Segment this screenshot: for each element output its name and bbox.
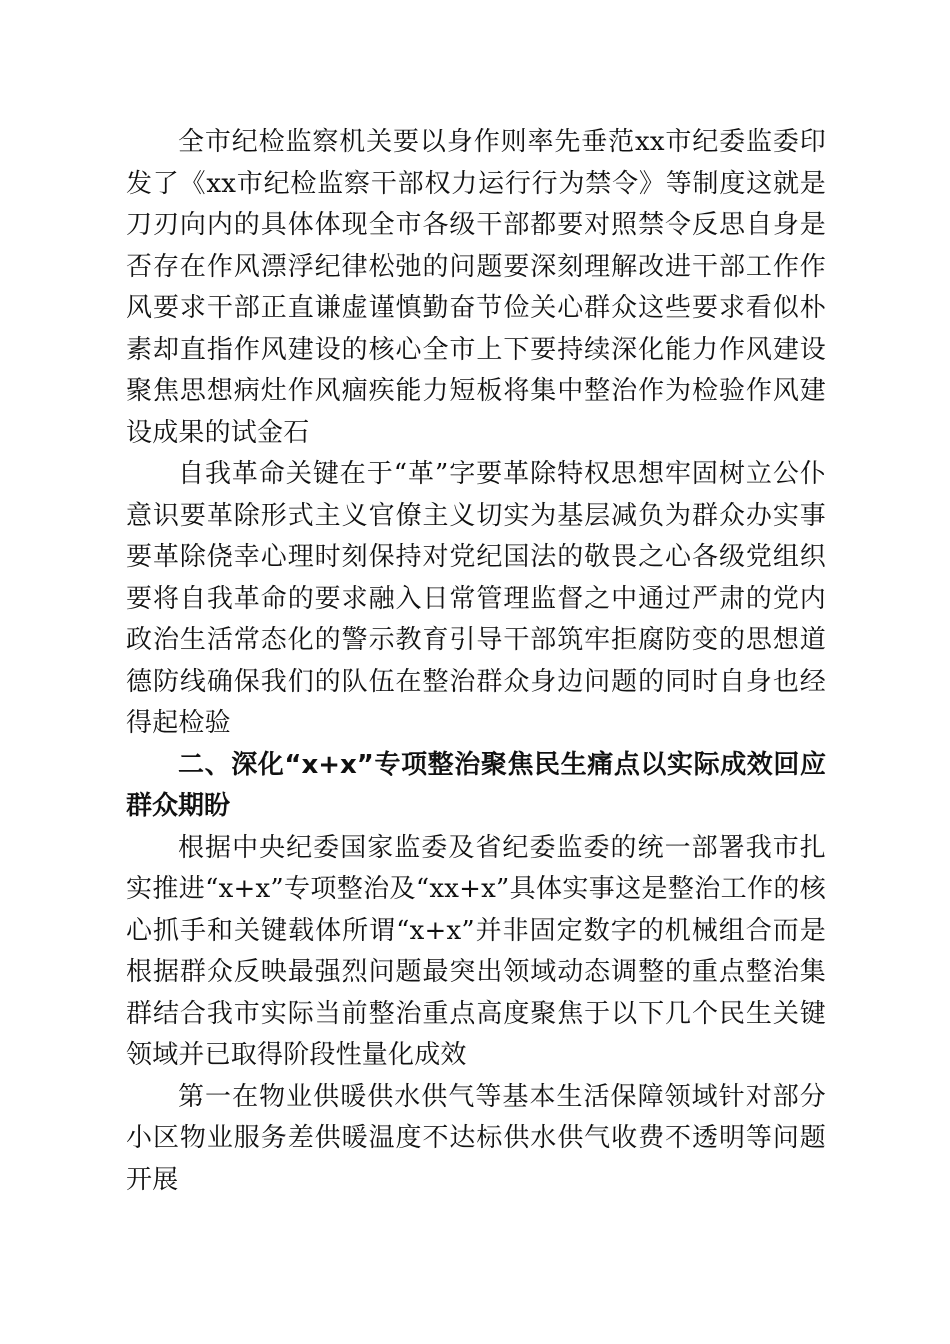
paragraph-1: 全市纪检监察机关要以身作则率先垂范xx市纪委监委印发了《xx市纪检监察干部权力运行行为禁令》等制度这就是刀刃向内的具体体现全市各级干部都要对照禁令反思自身是否存在作风漂浮纪律松弛的问题要深刻理解改进干部工作作风要求干部正直谦虚谨慎勤奋节俭关心群众这些要求看似朴素却直指作风建设的核心全市上下要持续深化能力作风建设聚焦思想病灶作风痼疾能力短板将集中整治作为检验作风建设成果的试金石 <box>126 127 826 448</box>
section-heading: 二、深化“x+x”专项整治聚焦民生痛点以实际成效回应群众期盼 <box>126 749 826 821</box>
paragraph-3: 根据中央纪委国家监委及省纪委监委的统一部署我市扎实推进“x+x”专项整治及“xx+x”具体实事这是整治工作的核心抓手和关键载体所谓“x+x”并非固定数字的机械组合而是根据群众反映最强烈问题最突出领域动态调整的重点整治集群结合我市实际当前整治重点高度聚焦于以下几个民生关键领域并已取得阶段性量化成效 <box>126 832 826 1070</box>
document-body <box>126 122 826 1201</box>
paragraph-4: 第一在物业供暖供水供气等基本生活保障领域针对部分小区物业服务差供暖温度不达标供水供气收费不透明等问题开展 <box>126 1081 826 1195</box>
paragraph-2: 自我革命关键在于“革”字要革除特权思想牢固树立公仆意识要革除形式主义官僚主义切实为基层减负为群众办实事要革除侥幸心理时刻保持对党纪国法的敬畏之心各级党组织要将自我革命的要求融入日常管理监督之中通过严肃的党内政治生活常态化的警示教育引导干部筑牢拒腐防变的思想道德防线确保我们的队伍在整治群众身边问题的同时自身也经得起检验 <box>126 459 826 738</box>
